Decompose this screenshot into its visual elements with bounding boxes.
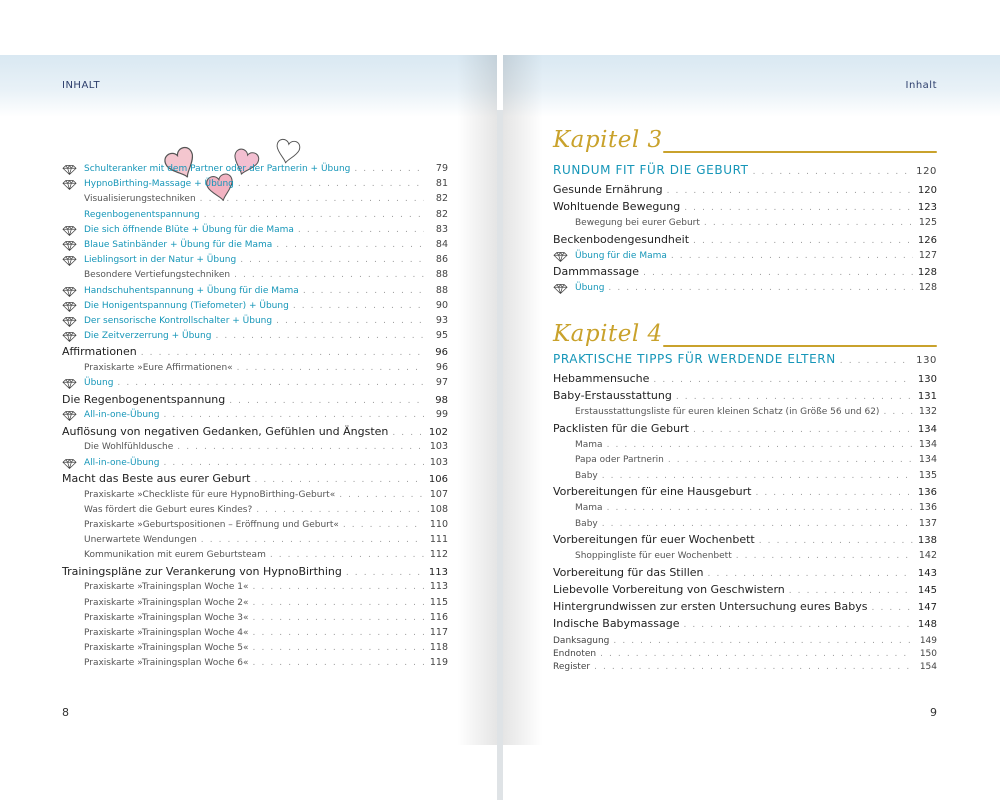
toc-entry-title: Packlisten für die Geburt [553,421,689,435]
dot-leader [667,186,913,196]
toc-entry-title: Shoppingliste für euer Wochenbett [575,551,732,561]
dot-leader [354,164,424,174]
diamond-icon [62,459,77,469]
toc-entry-title: Baby [575,518,598,529]
dot-leader [346,568,424,578]
chapter-3-heading: Kapitel 3 [553,127,663,153]
toc-entry-page: 86 [435,254,448,266]
dot-leader [602,471,913,481]
toc-entry-page: 134 [918,454,937,465]
dot-leader [736,551,913,561]
toc-entry [553,454,937,465]
toc-entry [62,193,448,204]
right-page [503,55,1000,745]
toc-entry-title: Papa oder Partnerin [575,455,664,465]
toc-entry-title: Die Regenbogenentspannung [62,392,226,406]
toc-entry [62,472,448,485]
toc-entry [553,600,937,613]
toc-entry-page: 125 [918,217,937,228]
diamond-icon [62,317,77,327]
dot-leader [840,356,912,366]
toc-entry [553,485,937,498]
dot-leader [343,520,424,530]
toc-entry-title: Hintergrundwissen zur ersten Untersuchung eures Babys [553,599,868,613]
toc-entry [62,425,448,438]
dot-leader [683,620,913,630]
chapter-4-rule [663,345,937,347]
diamond-icon [553,284,568,294]
toc-entry-page: 103 [429,441,448,453]
toc-entry [553,583,937,596]
toc-entry-page: 106 [428,473,448,485]
dot-leader [293,301,424,311]
toc-entry-page: 126 [917,234,937,246]
dot-leader [392,428,424,438]
toc-entry-title: Kommunikation mit eurem Geburtsteam [84,550,266,561]
toc-entry [62,345,448,358]
toc-entry [553,566,937,579]
toc-entry [553,662,937,672]
toc-entry [62,254,448,265]
toc-entry-title: Praxiskarte »Trainingsplan Woche 3« [84,612,249,623]
diamond-icon [62,256,77,266]
dot-leader [270,550,424,560]
dot-leader [253,613,424,623]
dot-leader [708,569,913,579]
book-spread [0,55,1000,745]
toc-entry [62,163,448,174]
toc-entry-page: 123 [917,202,937,213]
dot-leader [693,236,913,246]
toc-entry-title: Praxiskarte »Geburtspositionen – Eröffnung und Geburt« [84,520,339,530]
toc-entry-page: 83 [435,223,448,235]
dot-leader [668,455,913,465]
dot-leader [141,348,424,358]
dot-leader [253,658,424,668]
toc-entry [553,250,937,261]
toc-entry-title: Hebammensuche [553,372,650,385]
toc-entry-title: Die Honigentspannung (Tiefometer) + Übung [84,300,289,311]
toc-entry [553,183,937,196]
toc-entry-page: 99 [435,409,448,421]
toc-entry-title: Auflösung von negativen Gedanken, Gefühlen und Ängsten [62,424,389,438]
dot-leader [693,425,913,435]
toc-entry-page: 96 [435,362,448,374]
toc-entry-title: Endnoten [553,649,597,659]
toc-entry-title: Erstausstattungsliste für euren kleinen Schatz (in Größe 56 und 62) [575,407,880,417]
dot-leader [759,536,913,546]
dot-leader [237,363,424,373]
diamond-icon [62,332,77,342]
dot-leader [602,519,913,529]
toc-entry-page: 136 [917,487,937,498]
dot-leader [600,649,913,659]
toc-entry-page: 102 [428,426,448,438]
dot-leader [200,194,424,204]
toc-entry [553,282,937,293]
toc-entry-title: Die sich öffnende Blüte + Übung für die Mama [84,224,294,235]
toc-entry-page: 131 [917,391,937,402]
toc-entry-title: Blaue Satinbänder + Übung für die Mama [84,240,273,250]
toc-entry [62,377,448,388]
toc-entry-page: 97 [435,377,448,389]
toc-entry-title: Affirmationen [62,345,137,359]
toc-entry-page: 130 [916,355,937,366]
toc-entry [553,163,937,177]
dot-leader [253,643,424,653]
toc-entry [553,533,937,546]
toc-entry [62,565,448,578]
toc-entry-page: 98 [435,394,448,406]
dot-leader [607,503,913,513]
toc-entry [62,597,448,608]
diamond-icon [62,287,77,297]
dot-leader [177,442,424,452]
toc-entry-page: 88 [435,284,448,296]
toc-entry-title: Beckenbodengesundheit [553,232,690,246]
toc-entry [62,239,448,250]
toc-entry-title: Praxiskarte »Trainingsplan Woche 2« [84,597,249,608]
toc-entry-title: Übung [84,378,114,389]
toc-entry [553,636,937,646]
toc-entry [62,362,448,373]
toc-entry [62,489,448,500]
toc-entry-page: 142 [918,550,937,561]
toc-entry-title: Vorbereitungen für eine Hausgeburt [553,485,752,498]
dot-leader [253,582,424,592]
toc-entry-title: All-in-one-Übung [84,457,160,468]
toc-entry-title: Praxiskarte »Trainingsplan Woche 5« [84,643,249,654]
toc-entry-title: Besondere Vertiefungstechniken [84,270,231,281]
page-number: 8 [62,706,69,719]
toc-entry-title: Schulteranker mit dem Partner oder der Partnerin + Übung [84,164,351,174]
toc-entry-title: Übung [575,283,605,293]
toc-entry-title: Macht das Beste aus eurer Geburt [62,471,251,485]
toc-entry-page: 81 [435,178,448,190]
toc-entry-title: Regenbogenentspannung [84,209,200,220]
toc-entry-title: Unerwartete Wendungen [84,535,197,546]
dot-leader [608,283,913,293]
toc-entry-title: Vorbereitung für das Stillen [553,565,704,579]
toc-entry-page: 110 [429,519,448,530]
toc-entry-title: Gesunde Ernährung [553,183,663,196]
dot-leader [215,331,424,341]
toc-entry [62,642,448,653]
toc-entry-page: 103 [429,456,448,468]
diamond-icon [62,302,77,312]
toc-entry-title: Der sensorische Kontrollschalter + Übung [84,316,273,326]
toc-entry-page: 128 [918,282,937,293]
diamond-icon [62,180,77,190]
dot-leader [753,167,913,177]
toc-entry [553,470,937,481]
toc-entry-title: Vorbereitungen für euer Wochenbett [553,533,755,546]
dot-leader [339,490,424,500]
toc-entry-title: All-in-one-Übung [84,410,160,421]
toc-entry-page: 82 [435,193,448,205]
diamond-icon [553,252,568,262]
dot-leader [117,378,424,388]
dot-leader [704,218,913,228]
toc-entry [62,441,448,452]
toc-entry [62,409,448,420]
toc-entry-page: 120 [917,185,937,196]
toc-entry-page: 118 [429,642,448,654]
toc-entry-page: 116 [429,611,448,623]
toc-entry-title: Register [553,662,591,672]
diamond-icon [62,226,77,236]
dot-leader [276,240,424,250]
toc-entry-page: 132 [918,406,937,417]
toc-entry-title: Dammmassage [553,265,640,278]
toc-entry-page: 120 [916,166,937,177]
toc-entry [62,315,448,326]
toc-entry [62,209,448,220]
toc-entry [553,502,937,513]
toc-entry-page: 128 [917,267,937,278]
toc-entry [553,518,937,529]
toc-entry-title: Baby-Erstausstattung [553,389,672,402]
dot-leader [872,603,913,613]
toc-entry [553,200,937,213]
dot-leader [163,410,424,420]
toc-entry-page: 135 [918,469,937,481]
dot-leader [594,662,913,672]
chapter-3-rule [663,151,937,153]
toc-entry-title: Praxiskarte »Eure Affirmationen« [84,363,233,374]
toc-entry-title: Handschuhentspannung + Übung für die Mama [84,285,299,296]
toc-entry-page: 90 [435,299,448,311]
dot-leader [298,225,424,235]
toc-entry-title: Danksagung [553,636,610,646]
toc-entry-page: 82 [435,208,448,220]
toc-entry [62,581,448,592]
chapter-4-heading: Kapitel 4 [553,321,663,347]
toc-entry-title: Praxiskarte »Trainingsplan Woche 4« [84,628,249,638]
dot-leader [653,375,913,385]
toc-entry-title: Mama [575,503,603,513]
dot-leader [253,628,424,638]
toc-entry-page: 107 [429,488,448,500]
toc-entry-page: 117 [429,627,448,638]
dot-leader [229,396,424,406]
toc-entry [62,330,448,341]
dot-leader [671,251,913,261]
dot-leader [676,392,913,402]
dot-leader [201,535,424,545]
toc-entry [62,612,448,623]
toc-entry [62,269,448,280]
dot-leader [613,636,913,646]
left-page [0,55,497,745]
toc-entry-title: Trainingspläne zur Verankerung von HypnoBirthing [62,564,342,578]
toc-entry-page: 84 [435,239,448,250]
toc-entry-page: 108 [429,503,448,515]
toc-entry-page: 136 [918,502,937,513]
toc-entry-title: Baby [575,470,598,481]
toc-entry-page: 88 [435,269,448,281]
toc-entry-title: Mama [575,439,603,450]
toc-entry [553,265,937,278]
toc-entry-title: Lieblingsort in der Natur + Übung [84,255,237,266]
dot-leader [789,586,913,596]
toc-entry-page: 95 [435,330,448,342]
toc-entry-title: RUNDUM FIT FÜR DIE GEBURT [553,163,749,177]
dot-leader [204,210,424,220]
toc-entry-page: 150 [919,649,937,659]
toc-entry-page: 111 [429,534,448,546]
dot-leader [256,505,424,515]
toc-entry-page: 134 [918,438,937,450]
toc-entry-page: 127 [918,249,937,261]
toc-entry [62,285,448,296]
toc-entry-page: 147 [917,601,937,613]
toc-entry-title: Wohltuende Bewegung [553,200,681,213]
toc-entry-title: Die Wohlfühldusche [84,442,174,453]
dot-leader [240,255,424,265]
diamond-icon [62,379,77,389]
running-head: Inhalt [905,80,937,91]
dot-leader [253,598,424,608]
toc-entry [62,504,448,515]
toc-entry-page: 113 [429,581,448,593]
toc-entry [553,617,937,630]
dot-leader [254,475,424,485]
toc-entry-page: 138 [917,535,937,546]
toc-entry-title: Was fördert die Geburt eures Kindes? [84,504,253,515]
toc-entry-page: 112 [429,549,448,561]
toc-entry [62,534,448,545]
toc-entry [553,217,937,228]
dot-leader [276,316,424,326]
dot-leader [238,179,424,189]
toc-entry-title: HypnoBirthing-Massage + Übung [84,179,234,190]
toc-entry [553,649,937,659]
toc-entry [62,224,448,235]
toc-entry-title: Übung für die Mama [575,250,667,261]
toc-entry [62,627,448,638]
toc-entry-page: 130 [917,374,937,385]
toc-entry-page: 149 [919,636,937,646]
toc-entry-title: PRAKTISCHE TIPPS FÜR WERDENDE ELTERN [553,352,836,366]
toc-entry-page: 148 [917,618,937,630]
toc-entry-title: Visualisierungstechniken [84,194,196,205]
toc-entry [553,389,937,402]
toc-entry-page: 143 [917,567,937,579]
toc-entry-title: Liebevolle Vorbereitung von Geschwistern [553,582,785,596]
toc-entry-page: 93 [435,315,448,326]
toc-entry [62,657,448,668]
toc-entry-title: Indische Babymassage [553,616,680,630]
toc-entry [553,372,937,385]
toc-entry [62,519,448,530]
diamond-icon [62,241,77,251]
toc-entry-page: 137 [918,517,937,529]
toc-entry [553,439,937,450]
toc-entry-title: Bewegung bei eurer Geburt [575,218,700,228]
toc-entry-title: Praxiskarte »Checkliste für eure HypnoBirthing-Geburt« [84,489,336,500]
dot-leader [234,270,424,280]
toc-entry-title: Praxiskarte »Trainingsplan Woche 6« [84,658,249,669]
toc-entry [62,549,448,560]
toc-entry [62,178,448,189]
page-number: 9 [930,706,937,719]
dot-leader [755,488,913,498]
toc-entry-page: 115 [429,596,448,608]
toc-entry [62,393,448,406]
toc-entry [553,550,937,561]
toc-entry-page: 134 [917,423,937,435]
dot-leader [607,440,913,450]
dot-leader [303,286,424,296]
toc-entry-title: Die Zeitverzerrung + Übung [84,331,212,342]
diamond-icon [62,411,77,421]
toc-entry [62,457,448,468]
toc-entry-page: 154 [919,662,937,672]
running-head: INHALT [62,80,101,91]
toc-entry-page: 119 [429,657,448,669]
toc-entry-page: 96 [435,347,448,359]
dot-leader [883,407,913,417]
toc-entry [553,233,937,246]
toc-entry-page: 79 [435,163,448,174]
toc-entry [553,352,937,366]
toc-entry-page: 113 [428,566,448,578]
toc-entry [62,300,448,311]
toc-entry-title: Praxiskarte »Trainingsplan Woche 1« [84,582,249,593]
diamond-icon [62,165,77,175]
toc-entry [553,406,937,417]
toc-entry [553,422,937,435]
dot-leader [163,458,424,468]
dot-leader [643,268,913,278]
dot-leader [684,203,913,213]
toc-entry-page: 145 [917,584,937,596]
